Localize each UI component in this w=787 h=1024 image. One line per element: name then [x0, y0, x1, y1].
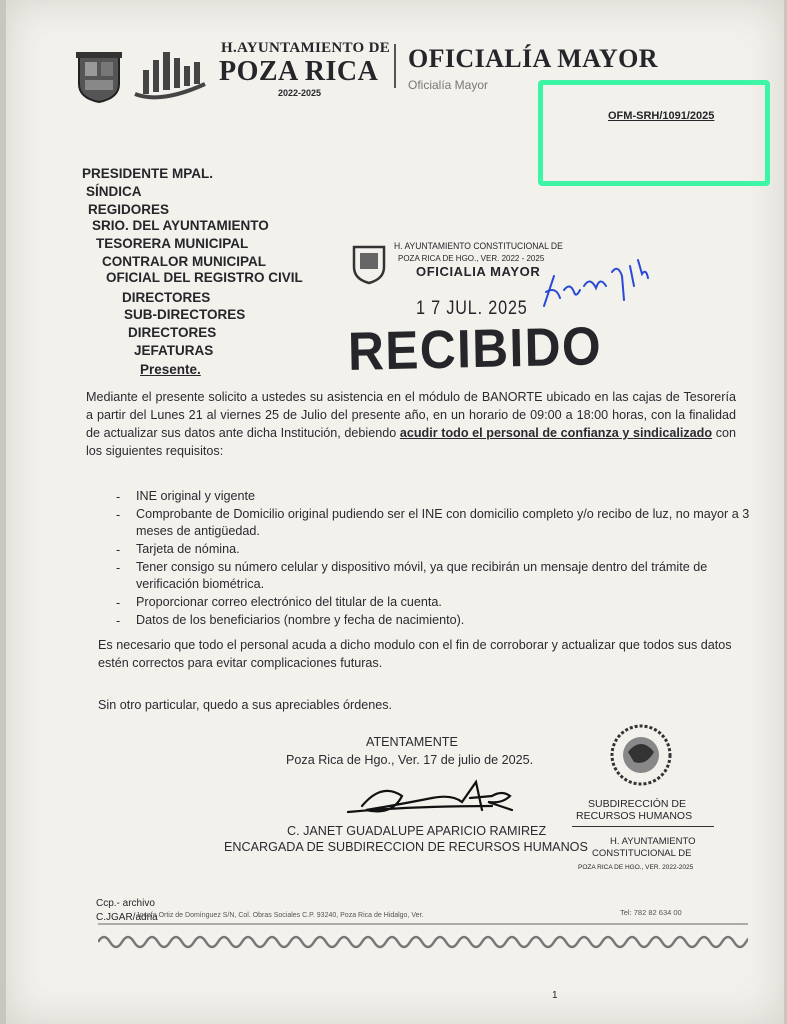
addressee-line: OFICIAL DEL REGISTRO CIVIL	[106, 270, 303, 285]
header-divider	[394, 44, 396, 88]
addressee-line: DIRECTORES	[122, 290, 211, 305]
stamp-seal-icon	[348, 243, 390, 285]
intro-emphasis: acudir todo el personal de confianza y sindicalizado	[399, 426, 713, 440]
list-item: - Proporcionar correo electrónico del titular de la cuenta.	[110, 594, 750, 611]
addressee-line: CONTRALOR MUNICIPAL	[102, 254, 266, 269]
footer-address: Josefa Ortiz de Domínguez S/N, Col. Obras Sociales C.P. 93240, Poza Rica de Hidalgo, Ver.	[136, 912, 424, 919]
addressee-line: SÍNDICA	[86, 184, 142, 199]
addressee-line: SUB-DIRECTORES	[124, 307, 246, 322]
reference-highlight-box	[538, 80, 770, 186]
addressee-line: TESORERA MUNICIPAL	[96, 236, 249, 251]
signatory-title: ENCARGADA DE SUBDIRECCION DE RECURSOS HUMANOS	[224, 840, 588, 854]
seal-divider	[572, 826, 714, 827]
requirements-list	[110, 488, 750, 630]
stamp-institution: H. AYUNTAMIENTO CONSTITUCIONAL DE	[394, 241, 563, 251]
closing-paragraph: Es necesario que todo el personal acuda a dicho modulo con el fin de corroborar y actualizar que todos sus datos estén correctos para evitar complicaciones futuras.	[98, 638, 732, 670]
addressee-line: REGIDORES	[88, 202, 170, 217]
document-page	[6, 0, 784, 1024]
signature-greeting: ATENTAMENTE	[366, 735, 458, 749]
administration-years: 2022-2025	[278, 88, 322, 98]
cc-archive: Ccp.- archivo	[96, 898, 155, 909]
addressee-closing: Presente.	[140, 362, 201, 377]
stamp-date: 1 7 JUL. 2025	[416, 298, 528, 319]
seal-department-line2: RECURSOS HUMANOS	[576, 810, 693, 822]
ayuntamiento-label: H.AYUNTAMIENTO DE	[221, 40, 391, 56]
list-item: - Tener consigo su número celular y dispositivo móvil, ya que recibirán un mensaje dentro del trámite de verificación biométrica.	[110, 559, 750, 593]
list-item: - Comprobante de Domicilio original pudiendo ser el INE con domicilio completo y/o recibo de luz, no mayor a 3 meses de antigüedad.	[110, 506, 750, 540]
stamp-location: POZA RICA DE HGO., VER. 2022 - 2025	[398, 254, 545, 263]
department-subtitle: Oficialía Mayor	[408, 78, 489, 92]
intro-paragraph	[86, 388, 736, 460]
seal-department-line1: SUBDIRECCIÓN DE	[588, 798, 687, 810]
cc-initials: C.JGAR/adna	[96, 912, 158, 923]
reference-number: OFM-SRH/1091/2025	[608, 110, 715, 122]
seal-ayuntamiento-line2: CONSTITUCIONAL DE	[592, 848, 692, 859]
intro-text-end: con los siguientes requisitos:	[86, 426, 736, 458]
addressee-line: SRIO. DEL AYUNTAMIENTO	[92, 218, 269, 233]
page-number: 1	[552, 990, 558, 1001]
city-name: POZA RICA	[219, 56, 379, 87]
list-item: - INE original y vigente	[110, 488, 750, 505]
seal-ayuntamiento-line3: POZA RICA DE HGO., VER. 2022-2025	[578, 864, 694, 871]
footer-phone: Tel: 782 82 634 00	[620, 908, 682, 917]
coat-of-arms-logo	[74, 50, 124, 104]
stamp-received: RECIBIDO	[347, 316, 603, 382]
handwritten-annotation	[534, 246, 654, 326]
signature-place-date: Poza Rica de Hgo., Ver. 17 de julio de 2025.	[286, 753, 534, 767]
list-item: - Datos de los beneficiarios (nombre y fecha de nacimiento).	[110, 612, 750, 629]
intro-text: Mediante el presente solicito a ustedes su asistencia en el módulo de BANORTE ubicado en las cajas de Tesorería a partir del Lunes 21 al viernes 25 de Julio del presente año, en un horario de 09:00 a 18:00 horas, con la finalidad de actualizar sus datos ante dicha Institución, debiendo	[86, 390, 736, 440]
signatory-name: C. JANET GUADALUPE APARICIO RAMIREZ	[287, 824, 547, 838]
national-seal-icon	[606, 722, 676, 788]
list-item: - Tarjeta de nómina.	[110, 541, 750, 558]
city-skyline-logo	[131, 44, 209, 106]
addressee-line: JEFATURAS	[134, 343, 214, 358]
addressee-line: DIRECTORES	[128, 325, 217, 340]
footer-ornament	[98, 918, 748, 952]
stamp-office: OFICIALIA MAYOR	[416, 264, 541, 279]
farewell-paragraph: Sin otro particular, quedo a sus apreciables órdenes.	[98, 698, 393, 712]
seal-ayuntamiento-line1: H. AYUNTAMIENTO	[610, 836, 696, 847]
addressee-line: PRESIDENTE MPAL.	[82, 166, 214, 181]
handwritten-signature	[342, 776, 522, 828]
department-title: OFICIALÍA MAYOR	[408, 44, 658, 73]
